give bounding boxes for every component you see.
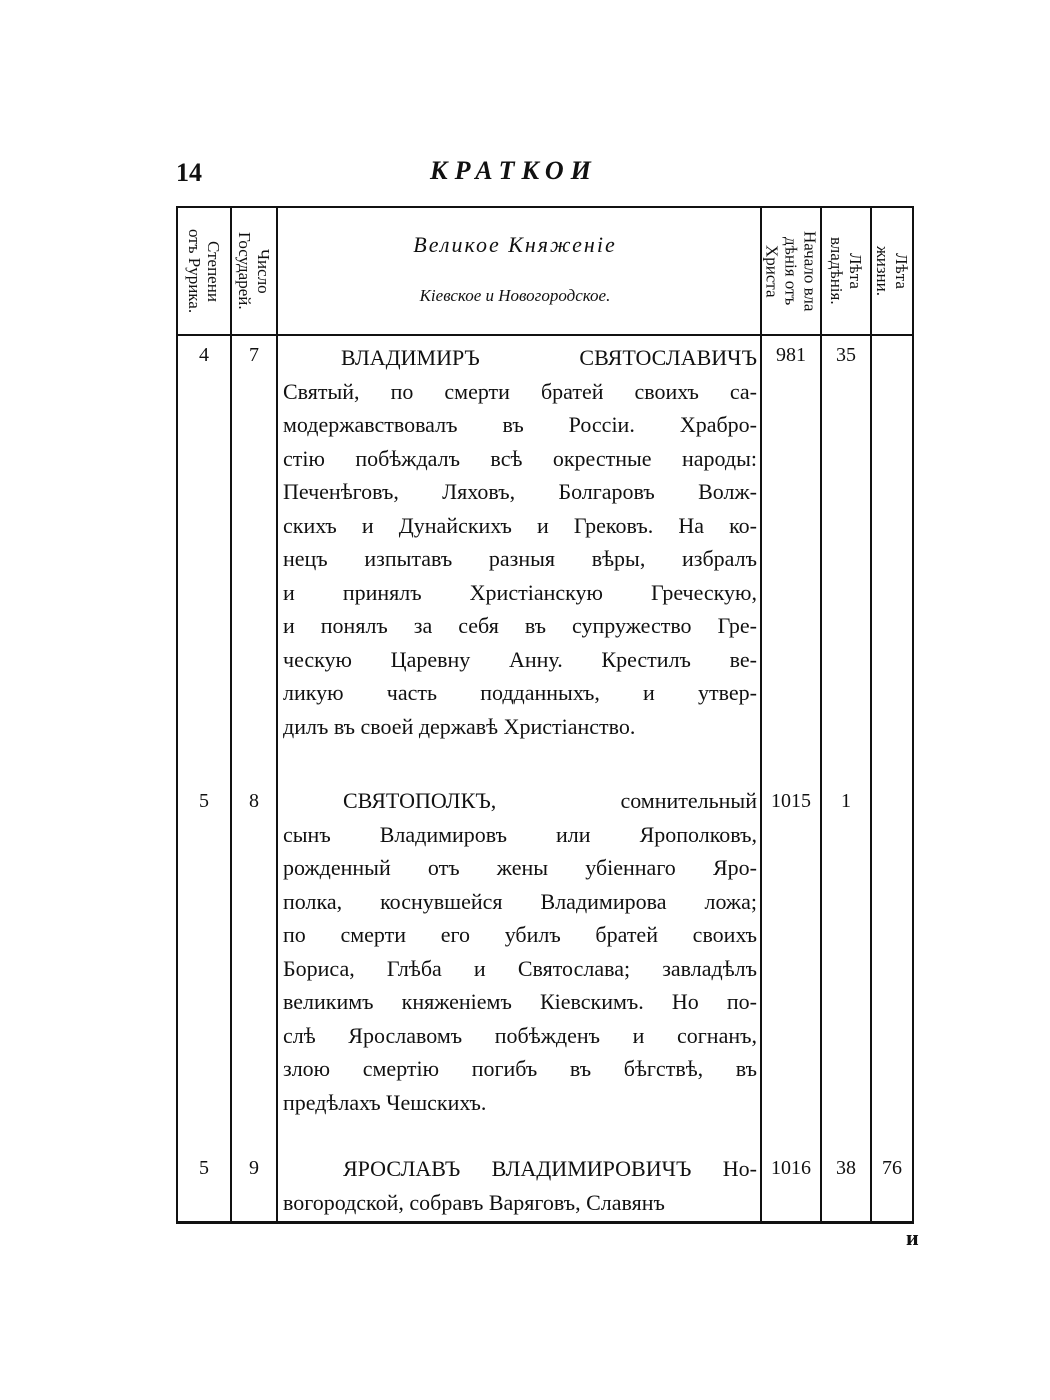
row-3-degree: 5 (199, 1157, 209, 1179)
header-number (232, 210, 276, 332)
header-life-years-label: Лѣта жизни. (873, 245, 911, 296)
table-bottom-rule (176, 1221, 914, 1224)
catchword: и (906, 1225, 919, 1250)
text-line: ЯРОСЛАВЪ ВЛАДИМИРОВИЧЪ Но- (343, 1156, 757, 1181)
row-1-degree: 4 (199, 344, 209, 366)
row-3-start: 1016 (771, 1157, 811, 1179)
running-head: КРАТКОИ (430, 156, 598, 185)
text-line: вогородской, собравъ Варяговъ, Славянъ (283, 1189, 665, 1215)
text-line: слѣ Ярославомъ побѣжденъ и согнанъ, (283, 1022, 757, 1048)
text-line: полка, коснувшейся Владимирова ложа; (283, 888, 757, 914)
header-life-years (872, 210, 912, 332)
text-line: великимъ княженіемъ Кіевскимъ. Но по- (283, 989, 757, 1014)
text-line: ВЛАДИМИРЪ СВЯТОСЛАВИЧЪ (341, 345, 757, 370)
page-number: 14 (176, 158, 202, 187)
row-2-reign: 1 (841, 790, 851, 812)
text-line: Бориса, Глѣба и Святослава; завладѣлъ (283, 955, 757, 981)
row-2-number: 8 (249, 790, 259, 812)
row-1-entry (283, 341, 757, 743)
text-line: Святый, по смерти братей своихъ са- (283, 378, 757, 404)
text-line: стію побѣждалъ всѣ окрестные народы: (283, 445, 757, 471)
text-line: злою смертію погибъ въ бѣгствѣ, въ (283, 1056, 757, 1081)
text-line: и понялъ за себя въ супружество Гре- (283, 613, 757, 638)
header-degree (178, 210, 230, 332)
header-reign-years-label: Лѣта владѣнія. (827, 237, 865, 305)
table-top-rule (176, 206, 914, 208)
column-rule-6 (870, 206, 872, 1222)
header-title-sub: Кіевское и Новогородское. (419, 286, 611, 305)
header-bottom-rule (176, 334, 914, 336)
text-line: ликую часть подданныхъ, и утвер- (283, 680, 757, 705)
row-2-degree: 5 (199, 790, 209, 812)
text-line: скихъ и Дунайскихъ и Грековъ. На ко- (283, 512, 757, 538)
header-title-main: Великое Княженіе (413, 232, 617, 257)
header-degree-label: Степени отъ Рурика. (185, 228, 223, 314)
row-3-entry (283, 1152, 757, 1219)
row-1-reign: 35 (836, 344, 856, 366)
text-line: по смерти его убилъ братей своихъ (283, 922, 757, 947)
header-number-label: Число Государей. (235, 232, 273, 310)
text-line: ческую Царевну Анну. Крестилъ ве- (283, 646, 757, 672)
row-3-number: 9 (249, 1157, 259, 1179)
row-3-life: 76 (882, 1157, 902, 1179)
row-2-start: 1015 (771, 790, 811, 812)
row-2-entry (283, 784, 757, 1119)
text-line: сынъ Владимировъ или Ярополковъ, (283, 821, 757, 847)
header-reign-start-label: Начало вла дѣнія отъ Христа (762, 230, 820, 312)
header-reign-start (762, 210, 820, 332)
text-line: предѣлахъ Чешскихъ. (283, 1089, 487, 1115)
header-reign-years (822, 210, 870, 332)
column-rule-3 (276, 206, 278, 1222)
text-line: СВЯТОПОЛКЪ, сомнительный (343, 788, 757, 813)
row-1-number: 7 (249, 344, 259, 366)
text-line: и принялъ Христіанскую Греческую, (283, 579, 757, 605)
text-line: нецъ изпытавъ разныя вѣры, избралъ (283, 546, 757, 571)
row-1-start: 981 (776, 344, 806, 366)
text-line: Печенѣговъ, Ляховъ, Болгаровъ Волж- (283, 479, 757, 504)
text-line: рожденный отъ жены убіеннаго Яро- (283, 855, 757, 880)
text-line: модержавствовалъ въ Россіи. Храбро- (283, 412, 757, 437)
column-rule-7 (912, 206, 914, 1222)
text-line: дилъ въ своей державѣ Христіанство. (283, 713, 636, 739)
row-3-reign: 38 (836, 1157, 856, 1179)
